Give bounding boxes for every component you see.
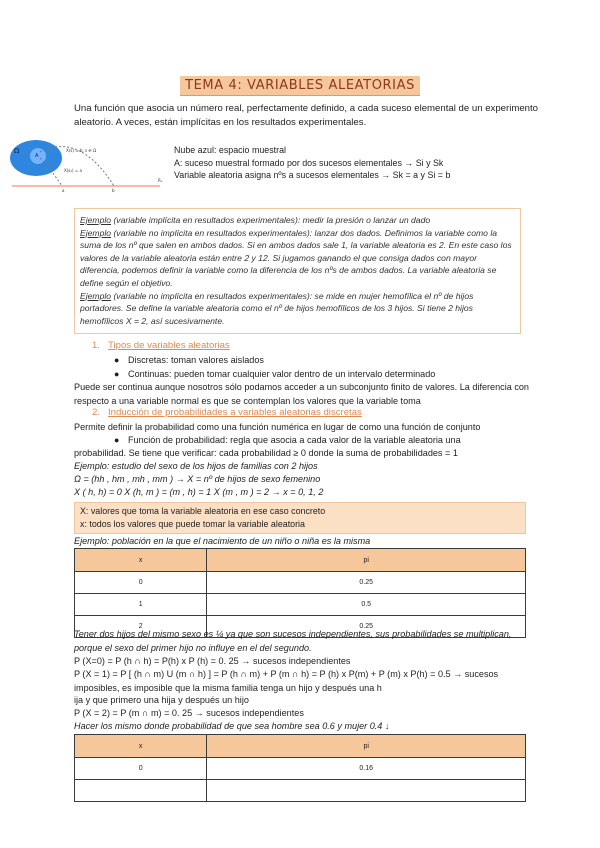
point-a-label: a	[62, 188, 65, 193]
table-header: x	[75, 735, 207, 758]
diagram-explanation	[174, 144, 554, 182]
table-cell: 1	[75, 594, 207, 616]
table-header-row	[75, 549, 526, 572]
table-cell	[75, 780, 207, 802]
bullet-text: Continuas: pueden tomar cualquier valor dentro de un intervalo determinado	[128, 369, 436, 379]
bullet-text: Discretas: toman valores aislados	[128, 355, 264, 365]
table-row	[75, 572, 526, 594]
example-line: X ( h, h) = 0 X (h, m ) = (m , h) = 1 X (m , m ) = 2 → x = 0, 1, 2	[74, 487, 324, 497]
bullet-dot-icon: ●	[114, 435, 120, 445]
example-label: Ejemplo	[80, 215, 112, 225]
diagram-svg	[10, 138, 170, 194]
example-text: (variable implícita en resultados experimentales): medir la presión o lanzar un dado	[111, 215, 431, 225]
formula-line: P (X=0) = P (h ∩ h) = P(h) x P (h) = 0. 25 → sucesos independientes	[74, 656, 351, 666]
example-text: (variable no implícita en resultados experimentales): se mide en mujer hemofílica el nº de hijos portadores. Se define la variable aleatoria como el nº de hijos hemofílicos de los 3 hijos. Si tiene 2 hijos hemofílicos X = 2, así sucesivamente.	[80, 290, 474, 326]
bullet-text: Función de probabilidad: regla que asocia a cada valor de la variable aleatoria una	[128, 435, 461, 445]
probability-table	[74, 548, 526, 638]
intro-paragraph: Una función que asocia un número real, perfectamente definido, a cada suceso elemental de un experimento aleatorio. A veces, están implícitas en los resultados experimentales.	[74, 103, 538, 128]
section-heading-1	[92, 340, 230, 351]
note-line: x: todos los valores que puede tomar la variable aleatoria	[80, 519, 305, 529]
probability-table-2	[74, 734, 526, 802]
example-label: Ejemplo	[80, 290, 112, 301]
example-line: Ejemplo: población en la que el nacimiento de un niño o niña es la misma	[74, 536, 371, 546]
exercise-line: Hacer los mismo donde probabilidad de que sea hombre sea 0.6 y mujer 0.4 ↓	[74, 721, 390, 731]
notation-note	[74, 502, 526, 534]
example-line: Ω = (hh , hm , mh , mm ) → X = nº de hijos de sexo femenino	[74, 474, 321, 484]
note-line: X: valores que toma la variable aleatoria en ese caso concreto	[80, 506, 326, 516]
omega-label: Ω	[14, 147, 20, 155]
bullet-dot-icon: ●	[114, 355, 120, 365]
formula-line: P (X = 1) = P [ (h ∩ m) U (m ∩ h) ] = P (h ∩ m) + P (m ∩ h) = P (h) x P(m) + P (m) x P(h) = 0.5 → sucesos imposibles, es imposible que la misma familia tenga un hijo y después una h	[74, 669, 499, 693]
table-row	[75, 594, 526, 616]
definition-paragraph: Permite definir la probabilidad como una función numérica en lugar de como una función de conjunto	[74, 422, 481, 432]
table-cell: 0.25	[207, 616, 526, 638]
example-line: Ejemplo: estudio del sexo de los hijos de familias con 2 hijos	[74, 461, 318, 471]
section-label: Tipos de variables aleatorias	[108, 340, 230, 351]
event-a-label: A	[35, 153, 39, 159]
examples-box	[74, 208, 521, 334]
formula-line: P (X = 2) = P (m ∩ m) = 0. 25 → sucesos independientes	[74, 708, 304, 718]
table-cell: 2	[75, 616, 207, 638]
bullet-item	[114, 354, 264, 367]
table-cell: 0	[75, 758, 207, 780]
section-label: Inducción de probabilidades a variables aleatorias discretas	[108, 407, 362, 418]
table-cell: 0	[75, 572, 207, 594]
point-b-label: b	[112, 188, 115, 193]
section-number: 1.	[92, 340, 101, 351]
bullet-dot-icon: ●	[114, 369, 120, 379]
explanation-line: Variable aleatoria asigna nºs a sucesos elementales → Sk = a y Si = b	[174, 170, 451, 180]
example-label: Ejemplo	[80, 227, 112, 238]
table-cell	[207, 780, 526, 802]
table-row	[75, 758, 526, 780]
table-cell: 0.5	[207, 594, 526, 616]
section-number: 2.	[92, 407, 101, 418]
page-title: TEMA 4: VARIABLES ALEATORIAS	[180, 76, 420, 96]
table-header: pi	[207, 735, 526, 758]
table-cell: 0.25	[207, 572, 526, 594]
label-xs-b: X(s) = b; s ∈ Ω	[66, 148, 97, 153]
bullet-item	[114, 434, 461, 447]
explanation-text: Tener dos hijos del mismo sexo es ¼ ya que son sucesos independientes, sus probabilidades se multiplican, porque el sexo del primer hijo no influye en el del segundo.	[74, 629, 512, 653]
example-text: (variable no implícita en resultados experimentales): lanzar dos dados. Definimos la variable como la suma de los nº que salen en ambos dados. Si en ambos dados sale 1, la variable aleatoria es 2. En este caso los valores de la variable aleatoria están entre 2 y 12. Si jugamos ganando el que consiga dados con mayor diferencia, podemos definir la variable como la diferencia de los nºs de ambos dados. La variable aleatoria se define según el objetivo.	[80, 227, 512, 288]
random-variable-diagram	[10, 138, 170, 194]
explanation-line: Nube azul: espacio muestral	[174, 145, 286, 155]
probability-condition: probabilidad. Se tiene que verificar: cada probabilidad ≥ 0 donde la suma de probabilidades = 1	[74, 448, 458, 458]
table-header: x	[75, 549, 207, 572]
axis-label: Rₓ	[158, 178, 163, 183]
section-heading-2	[92, 407, 362, 418]
continuous-paragraph: Puede ser continua aunque nosotros sólo podamos acceder a un subconjunto finito de valores. La diferencia con respecto a una variable normal es que se contemplan los valores que la variable toma	[74, 382, 529, 406]
table-header: pi	[207, 549, 526, 572]
label-xs-a: X(s₁) = a	[64, 168, 82, 173]
table-row	[75, 780, 526, 802]
table-cell: 0.16	[207, 758, 526, 780]
formula-line: ija y que primero una hija y después un hijo	[74, 695, 249, 705]
table-header-row	[75, 735, 526, 758]
title-wrap	[0, 76, 600, 96]
bullet-item	[114, 368, 436, 381]
explanation-line: A: suceso muestral formado por dos sucesos elementales → Si y Sk	[174, 157, 444, 168]
